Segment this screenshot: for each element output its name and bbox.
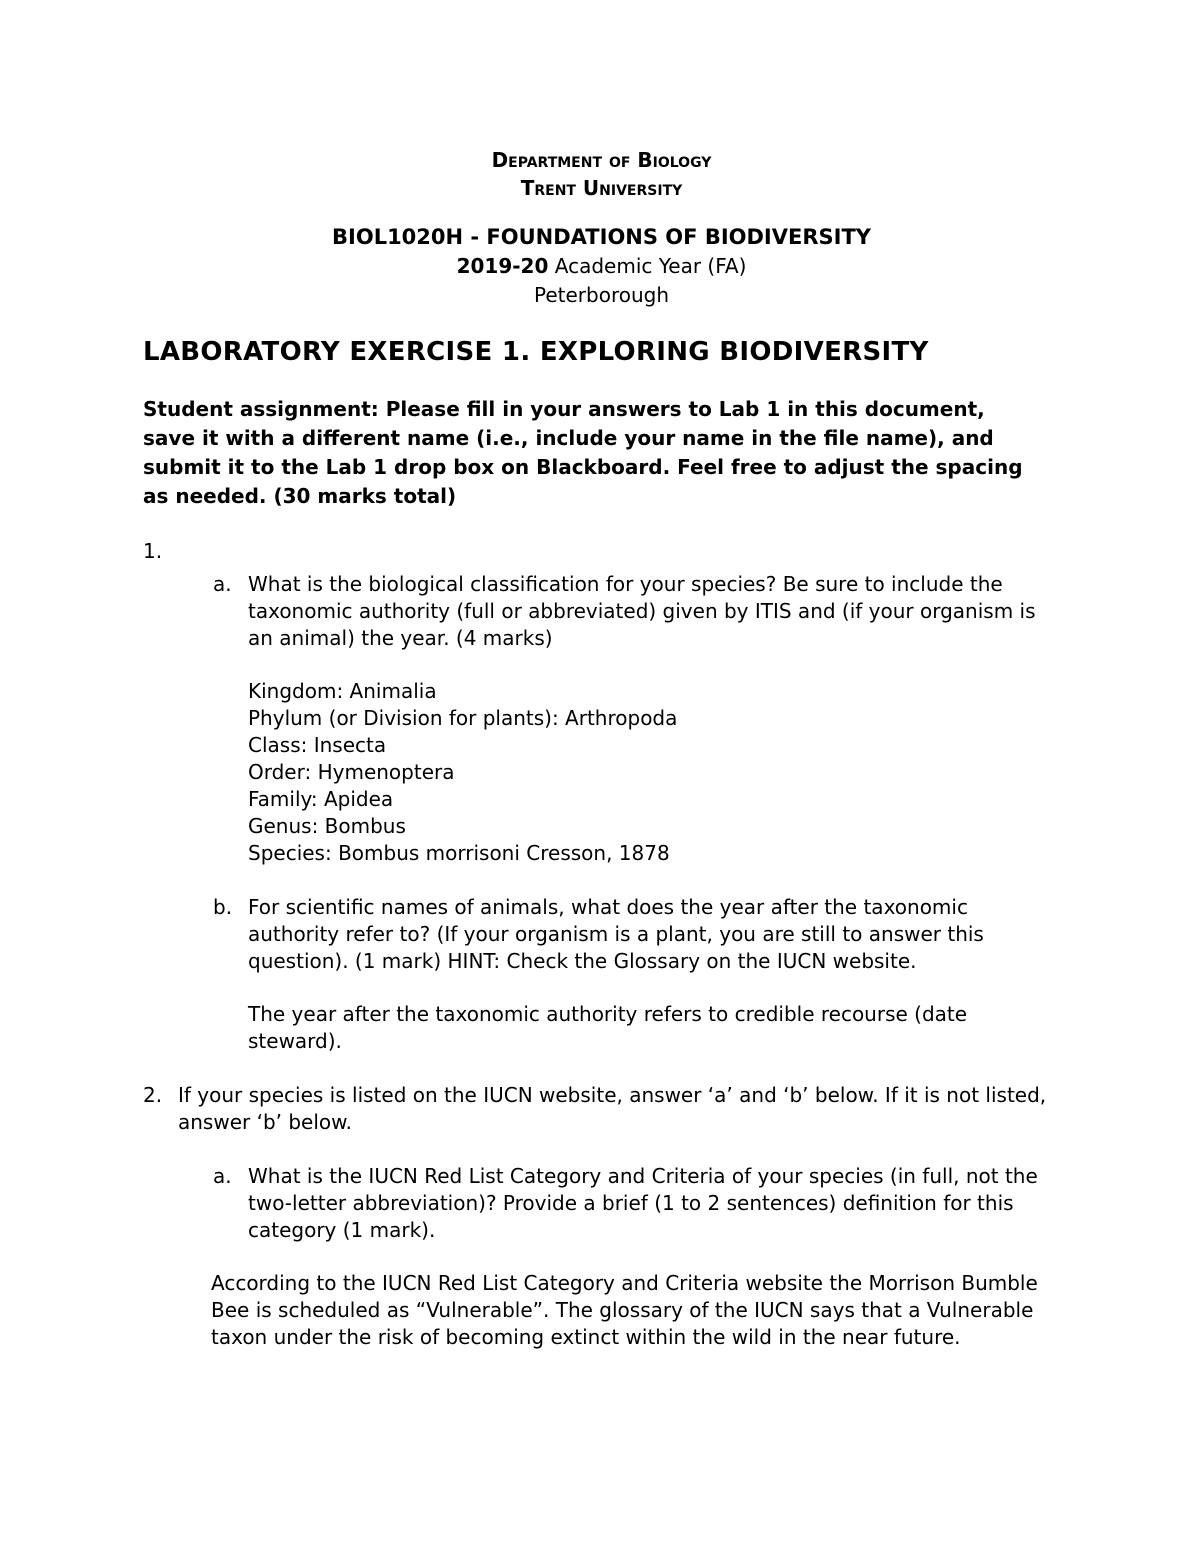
- question-2a-text: What is the IUCN Red List Category and Criteria of your species (in full, not the two-letter abbreviation)? Provide a brief (1 to 2 sentences) definition for this category (1 mark).: [248, 1164, 1038, 1242]
- classification-class: Class: Insecta: [248, 733, 387, 757]
- lab-exercise-title: LABORATORY EXERCISE 1. EXPLORING BIODIVERSITY: [143, 337, 929, 367]
- academic-year-line: [143, 252, 1060, 281]
- question-2: [143, 1082, 1060, 1136]
- question-2a-marker: a.: [213, 1164, 232, 1188]
- question-2-text: If your species is listed on the IUCN website, answer ‘a’ and ‘b’ below. If it is not listed, answer ‘b’ below.: [178, 1083, 1047, 1134]
- academic-year-bold: 2019-20: [456, 254, 549, 278]
- course-title: BIOL1020H - FOUNDATIONS OF BIODIVERSITY: [332, 225, 871, 249]
- question-1a-text: What is the biological classification for your species? Be sure to include the taxonomic authority (full or abbreviated) given by ITIS and (if your organism is an animal) the year. (4 marks): [248, 572, 1036, 650]
- question-2a: [213, 1163, 1060, 1244]
- classification-phylum: Phylum (or Division for plants): Arthropoda: [248, 706, 678, 730]
- classification-species: Species: Bombus morrisoni Cresson, 1878: [248, 841, 670, 865]
- question-1b-text: For scientific names of animals, what does the year after the taxonomic authority refer to? (If your organism is a plant, you are still to answer this question). (1 mark) HINT: Check the Glossary on the IUCN website.: [248, 895, 984, 973]
- classification-kingdom: Kingdom: Animalia: [248, 679, 437, 703]
- question-2-number: 2.: [143, 1083, 163, 1107]
- answer-1b: The year after the taxonomic authority refers to credible recourse (date steward).: [248, 1002, 968, 1053]
- classification-genus: Genus: Bombus: [248, 814, 406, 838]
- classification-family: Family: Apidea: [248, 787, 394, 811]
- question-1a: [213, 571, 1060, 652]
- university-line: Trent University: [520, 176, 683, 200]
- academic-year-rest: Academic Year (FA): [554, 254, 747, 278]
- answer-2a: According to the IUCN Red List Category and Criteria website the Morrison Bumble Bee is scheduled as “Vulnerable”. The glossary of the IUCN says that a Vulnerable taxon under the risk of becoming extinct within the wild in the near future.: [211, 1271, 1038, 1349]
- assignment-instructions: Student assignment: Please fill in your answers to Lab 1 in this document, save it with a different name (i.e., include your name in the file name), and submit it to the Lab 1 drop box on Blackboard. Feel free to adjust the spacing as needed. (30 marks total): [143, 397, 1023, 508]
- campus-line: Peterborough: [533, 283, 670, 307]
- question-1b-marker: b.: [213, 895, 233, 919]
- question-1b: [213, 894, 1060, 975]
- question-1: [143, 538, 1060, 565]
- document-header: [143, 146, 1060, 310]
- department-line: Department of Biology: [491, 148, 712, 172]
- question-1-number: 1.: [143, 539, 163, 563]
- classification-order: Order: Hymenoptera: [248, 760, 455, 784]
- question-1a-marker: a.: [213, 572, 232, 596]
- answer-1a-classification: [248, 678, 1060, 867]
